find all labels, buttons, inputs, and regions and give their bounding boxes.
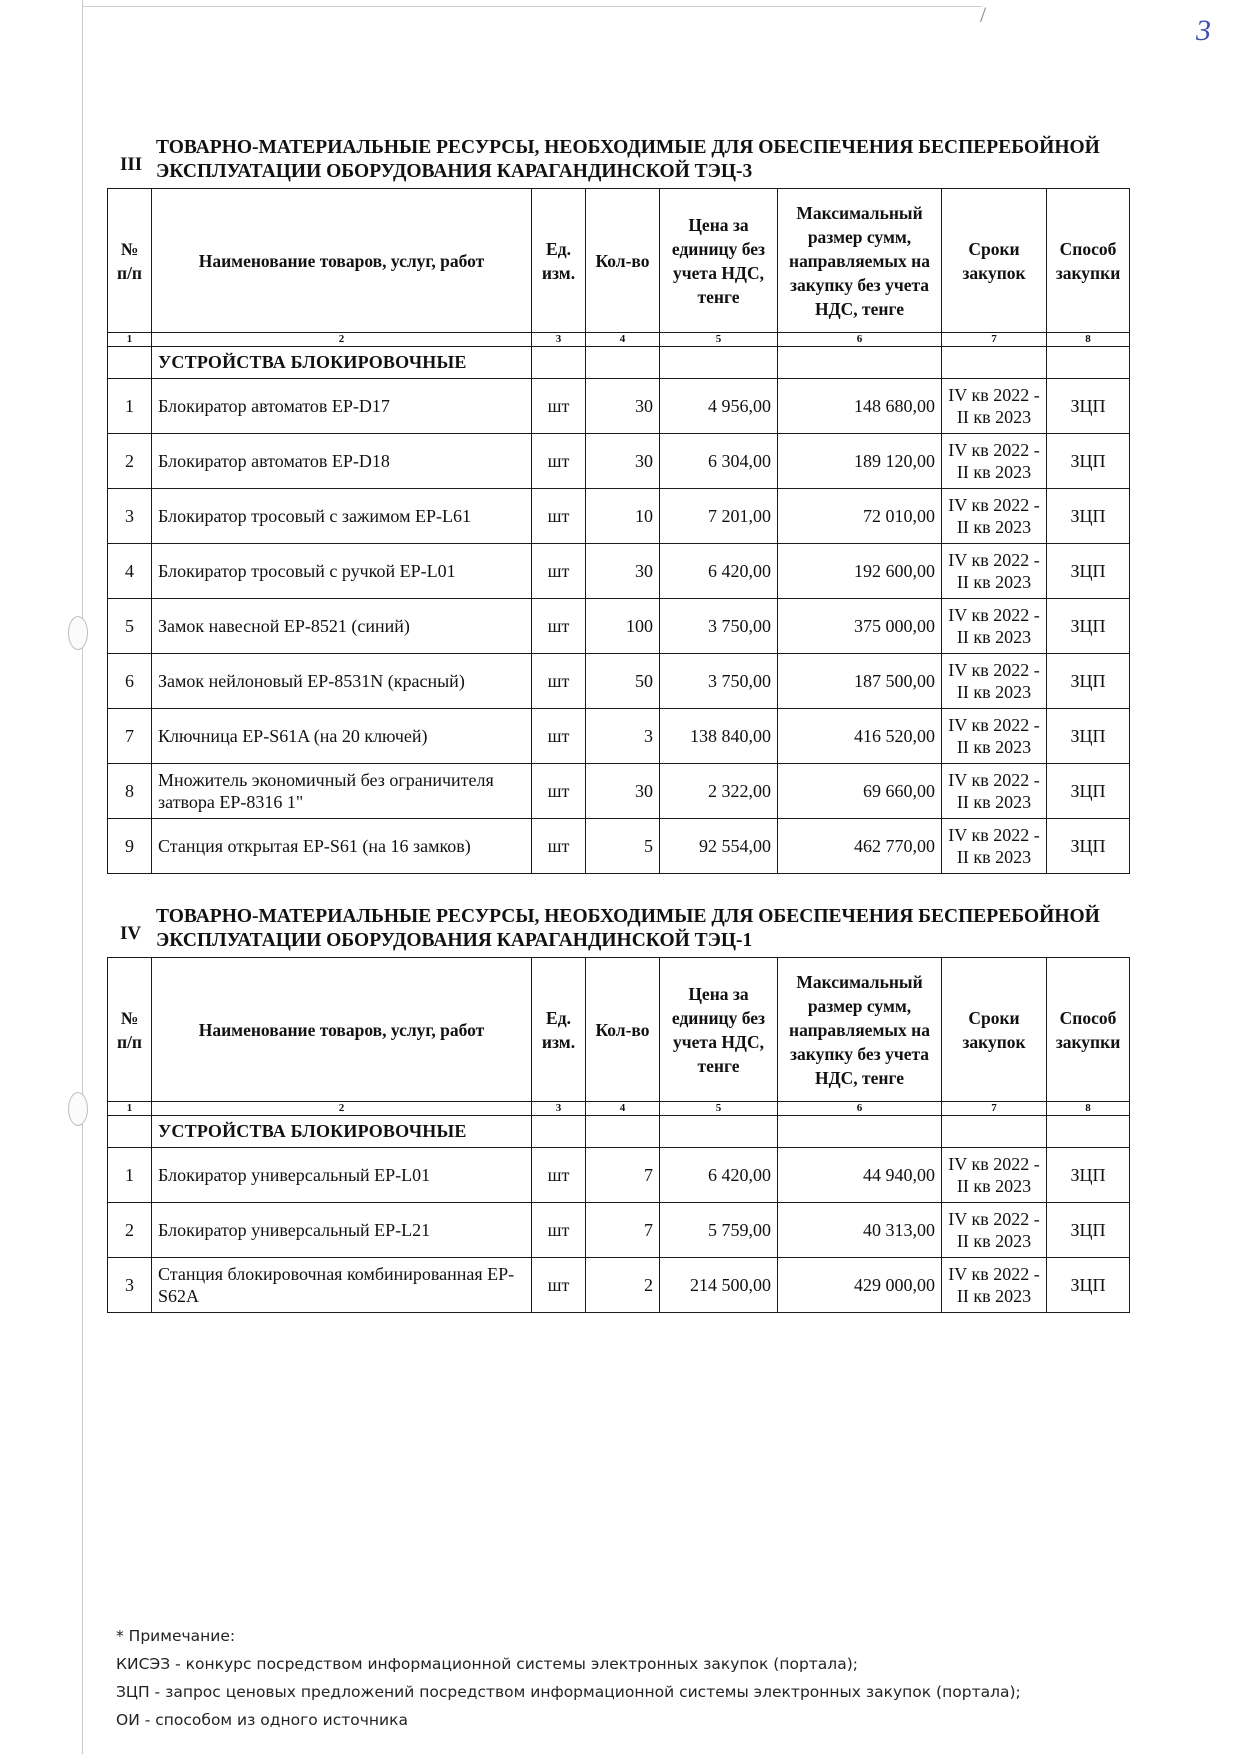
table-header-row bbox=[108, 189, 1130, 333]
row-number: 9 bbox=[108, 819, 152, 874]
row-number: 8 bbox=[108, 764, 152, 819]
item-period-end: II кв 2023 bbox=[956, 517, 1032, 537]
item-period-start: IV кв 2022 - bbox=[948, 495, 1040, 515]
item-price: 214 500,00 bbox=[660, 1258, 778, 1313]
item-period bbox=[942, 1148, 1047, 1203]
item-method: ЗЦП bbox=[1047, 489, 1130, 544]
item-period bbox=[942, 764, 1047, 819]
group-label: УСТРОЙСТВА БЛОКИРОВОЧНЫЕ bbox=[152, 347, 532, 379]
item-price: 6 304,00 bbox=[660, 434, 778, 489]
page-edge bbox=[82, 0, 83, 1754]
item-period-start: IV кв 2022 - bbox=[948, 550, 1040, 570]
group-label: УСТРОЙСТВА БЛОКИРОВОЧНЫЕ bbox=[152, 1116, 532, 1148]
header-unit: Ед. изм. bbox=[532, 958, 586, 1102]
header-qty: Кол-во bbox=[586, 189, 660, 333]
item-unit: шт bbox=[532, 489, 586, 544]
item-name: Блокиратор универсальный EP-L01 bbox=[152, 1148, 532, 1203]
column-number-row bbox=[108, 333, 1130, 347]
item-unit: шт bbox=[532, 434, 586, 489]
item-period-start: IV кв 2022 - bbox=[948, 440, 1040, 460]
table-row bbox=[108, 1203, 1130, 1258]
item-period-end: II кв 2023 bbox=[956, 462, 1032, 482]
header-price: Цена за единицу без учета НДС, тенге bbox=[660, 958, 778, 1102]
header-max-sum: Максимальный размер сумм, направляемых на закупку без учета НДС, тенге bbox=[778, 958, 942, 1102]
item-method: ЗЦП bbox=[1047, 544, 1130, 599]
item-unit: шт bbox=[532, 544, 586, 599]
punch-hole bbox=[68, 616, 88, 650]
section-3-title-line1: ТОВАРНО-МАТЕРИАЛЬНЫЕ РЕСУРСЫ, НЕОБХОДИМЫЕ ДЛЯ ОБЕСПЕЧЕНИЯ БЕСПЕРЕБОЙНОЙ bbox=[156, 137, 1100, 158]
column-number: 4 bbox=[586, 1102, 660, 1116]
item-name: Блокиратор универсальный EP-L21 bbox=[152, 1203, 532, 1258]
item-max-sum: 187 500,00 bbox=[778, 654, 942, 709]
table-row bbox=[108, 654, 1130, 709]
row-number: 2 bbox=[108, 1203, 152, 1258]
item-period-start: IV кв 2022 - bbox=[948, 715, 1040, 735]
item-unit: шт bbox=[532, 1258, 586, 1313]
item-period-end: II кв 2023 bbox=[956, 1176, 1032, 1196]
item-qty: 7 bbox=[586, 1148, 660, 1203]
header-name: Наименование товаров, услуг, работ bbox=[152, 189, 532, 333]
column-number: 6 bbox=[778, 1102, 942, 1116]
row-number: 1 bbox=[108, 1148, 152, 1203]
item-method: ЗЦП bbox=[1047, 1258, 1130, 1313]
item-period-end: II кв 2023 bbox=[956, 627, 1032, 647]
item-method: ЗЦП bbox=[1047, 654, 1130, 709]
item-qty: 30 bbox=[586, 434, 660, 489]
item-name: Ключница EP-S61A (на 20 ключей) bbox=[152, 709, 532, 764]
table-header-row bbox=[108, 958, 1130, 1102]
column-number: 8 bbox=[1047, 333, 1130, 347]
row-number: 5 bbox=[108, 599, 152, 654]
row-number: 3 bbox=[108, 1258, 152, 1313]
item-max-sum: 72 010,00 bbox=[778, 489, 942, 544]
column-number: 5 bbox=[660, 333, 778, 347]
item-period bbox=[942, 599, 1047, 654]
item-qty: 5 bbox=[586, 819, 660, 874]
table-row bbox=[108, 544, 1130, 599]
table-row bbox=[108, 709, 1130, 764]
item-name: Блокиратор автоматов EP-D17 bbox=[152, 379, 532, 434]
column-number: 2 bbox=[152, 1102, 532, 1116]
header-period: Сроки закупок bbox=[942, 958, 1047, 1102]
item-price: 138 840,00 bbox=[660, 709, 778, 764]
item-period-end: II кв 2023 bbox=[956, 737, 1032, 757]
table-row bbox=[108, 489, 1130, 544]
item-name: Замок нейлоновый EP-8531N (красный) bbox=[152, 654, 532, 709]
item-qty: 50 bbox=[586, 654, 660, 709]
item-qty: 10 bbox=[586, 489, 660, 544]
item-price: 92 554,00 bbox=[660, 819, 778, 874]
item-period bbox=[942, 1203, 1047, 1258]
item-max-sum: 69 660,00 bbox=[778, 764, 942, 819]
item-unit: шт bbox=[532, 1148, 586, 1203]
item-period bbox=[942, 544, 1047, 599]
item-period bbox=[942, 819, 1047, 874]
column-number: 7 bbox=[942, 333, 1047, 347]
header-num: № п/п bbox=[108, 958, 152, 1102]
table-row bbox=[108, 379, 1130, 434]
item-method: ЗЦП bbox=[1047, 379, 1130, 434]
header-name: Наименование товаров, услуг, работ bbox=[152, 958, 532, 1102]
row-number: 3 bbox=[108, 489, 152, 544]
item-period-end: II кв 2023 bbox=[956, 792, 1032, 812]
procurement-table-section-4 bbox=[107, 957, 1130, 1313]
item-price: 3 750,00 bbox=[660, 654, 778, 709]
column-number: 4 bbox=[586, 333, 660, 347]
table-row bbox=[108, 764, 1130, 819]
item-qty: 30 bbox=[586, 379, 660, 434]
item-period-end: II кв 2023 bbox=[956, 1231, 1032, 1251]
page-number: 3 bbox=[1196, 14, 1211, 47]
item-name: Блокиратор автоматов EP-D18 bbox=[152, 434, 532, 489]
row-number: 2 bbox=[108, 434, 152, 489]
section-4-roman: IV bbox=[120, 923, 142, 944]
column-number: 1 bbox=[108, 1102, 152, 1116]
item-qty: 30 bbox=[586, 764, 660, 819]
item-unit: шт bbox=[532, 599, 586, 654]
item-name: Блокиратор тросовый с зажимом EP-L61 bbox=[152, 489, 532, 544]
item-qty: 2 bbox=[586, 1258, 660, 1313]
column-number: 7 bbox=[942, 1102, 1047, 1116]
item-period bbox=[942, 434, 1047, 489]
page-top-edge bbox=[82, 6, 982, 7]
header-num: № п/п bbox=[108, 189, 152, 333]
header-period: Сроки закупок bbox=[942, 189, 1047, 333]
item-price: 2 322,00 bbox=[660, 764, 778, 819]
footnotes bbox=[116, 1622, 1021, 1734]
column-number: 3 bbox=[532, 333, 586, 347]
pen-mark: / bbox=[980, 2, 987, 27]
item-name: Станция открытая EP-S61 (на 16 замков) bbox=[152, 819, 532, 874]
punch-hole bbox=[68, 1092, 88, 1126]
item-max-sum: 416 520,00 bbox=[778, 709, 942, 764]
item-period-start: IV кв 2022 - bbox=[948, 1209, 1040, 1229]
table-row bbox=[108, 1148, 1130, 1203]
item-period-start: IV кв 2022 - bbox=[948, 385, 1040, 405]
item-method: ЗЦП bbox=[1047, 434, 1130, 489]
header-unit: Ед. изм. bbox=[532, 189, 586, 333]
row-number: 7 bbox=[108, 709, 152, 764]
item-max-sum: 40 313,00 bbox=[778, 1203, 942, 1258]
item-qty: 100 bbox=[586, 599, 660, 654]
item-method: ЗЦП bbox=[1047, 709, 1130, 764]
column-number: 6 bbox=[778, 333, 942, 347]
item-max-sum: 462 770,00 bbox=[778, 819, 942, 874]
item-period-end: II кв 2023 bbox=[956, 847, 1032, 867]
header-qty: Кол-во bbox=[586, 958, 660, 1102]
section-4-title-line2: ЭКСПЛУАТАЦИИ ОБОРУДОВАНИЯ КАРАГАНДИНСКОЙ ТЭЦ-1 bbox=[156, 930, 753, 951]
section-3-roman: III bbox=[120, 154, 143, 175]
item-method: ЗЦП bbox=[1047, 764, 1130, 819]
group-row bbox=[108, 347, 1130, 379]
column-number: 5 bbox=[660, 1102, 778, 1116]
item-period-start: IV кв 2022 - bbox=[948, 605, 1040, 625]
column-number: 3 bbox=[532, 1102, 586, 1116]
item-method: ЗЦП bbox=[1047, 1148, 1130, 1203]
item-period-end: II кв 2023 bbox=[956, 682, 1032, 702]
item-period bbox=[942, 709, 1047, 764]
item-name: Блокиратор тросовый с ручкой EP-L01 bbox=[152, 544, 532, 599]
table-row bbox=[108, 599, 1130, 654]
item-period bbox=[942, 1258, 1047, 1313]
item-period-end: II кв 2023 bbox=[956, 407, 1032, 427]
item-name: Множитель экономичный без ограничителя затвора EP-8316 1" bbox=[152, 764, 532, 819]
item-unit: шт bbox=[532, 1203, 586, 1258]
column-number: 8 bbox=[1047, 1102, 1130, 1116]
header-max-sum: Максимальный размер сумм, направляемых на закупку без учета НДС, тенге bbox=[778, 189, 942, 333]
item-price: 4 956,00 bbox=[660, 379, 778, 434]
item-qty: 7 bbox=[586, 1203, 660, 1258]
table-row bbox=[108, 434, 1130, 489]
item-qty: 3 bbox=[586, 709, 660, 764]
header-method: Способ закупки bbox=[1047, 958, 1130, 1102]
note-title: * Примечание: bbox=[116, 1627, 236, 1645]
item-period-start: IV кв 2022 - bbox=[948, 660, 1040, 680]
section-4-title bbox=[156, 905, 1156, 953]
item-price: 6 420,00 bbox=[660, 544, 778, 599]
item-max-sum: 192 600,00 bbox=[778, 544, 942, 599]
group-row bbox=[108, 1116, 1130, 1148]
row-number: 1 bbox=[108, 379, 152, 434]
item-period bbox=[942, 654, 1047, 709]
item-period-start: IV кв 2022 - bbox=[948, 1154, 1040, 1174]
item-period-end: II кв 2023 bbox=[956, 1286, 1032, 1306]
note-zcp: ЗЦП - запрос ценовых предложений посредством информационной системы электронных закупок (портала); bbox=[116, 1683, 1021, 1701]
item-price: 7 201,00 bbox=[660, 489, 778, 544]
item-name: Станция блокировочная комбинированная EP-S62A bbox=[152, 1258, 532, 1313]
item-price: 5 759,00 bbox=[660, 1203, 778, 1258]
item-max-sum: 189 120,00 bbox=[778, 434, 942, 489]
table-row bbox=[108, 1258, 1130, 1313]
section-4-title-line1: ТОВАРНО-МАТЕРИАЛЬНЫЕ РЕСУРСЫ, НЕОБХОДИМЫЕ ДЛЯ ОБЕСПЕЧЕНИЯ БЕСПЕРЕБОЙНОЙ bbox=[156, 906, 1100, 927]
item-period-end: II кв 2023 bbox=[956, 572, 1032, 592]
item-unit: шт bbox=[532, 654, 586, 709]
item-period bbox=[942, 379, 1047, 434]
section-3-title-line2: ЭКСПЛУАТАЦИИ ОБОРУДОВАНИЯ КАРАГАНДИНСКОЙ ТЭЦ-3 bbox=[156, 161, 753, 182]
note-oi: ОИ - способом из одного источника bbox=[116, 1711, 408, 1729]
column-number: 1 bbox=[108, 333, 152, 347]
note-kisez: КИСЭЗ - конкурс посредством информационной системы электронных закупок (портала); bbox=[116, 1655, 858, 1673]
item-max-sum: 375 000,00 bbox=[778, 599, 942, 654]
item-qty: 30 bbox=[586, 544, 660, 599]
item-price: 3 750,00 bbox=[660, 599, 778, 654]
row-number: 6 bbox=[108, 654, 152, 709]
item-method: ЗЦП bbox=[1047, 599, 1130, 654]
item-unit: шт bbox=[532, 819, 586, 874]
header-price: Цена за единицу без учета НДС, тенге bbox=[660, 189, 778, 333]
item-price: 6 420,00 bbox=[660, 1148, 778, 1203]
item-method: ЗЦП bbox=[1047, 819, 1130, 874]
column-number-row bbox=[108, 1102, 1130, 1116]
item-method: ЗЦП bbox=[1047, 1203, 1130, 1258]
procurement-table-section-3 bbox=[107, 188, 1130, 874]
item-period-start: IV кв 2022 - bbox=[948, 770, 1040, 790]
row-number: 4 bbox=[108, 544, 152, 599]
header-method: Способ закупки bbox=[1047, 189, 1130, 333]
item-period bbox=[942, 489, 1047, 544]
item-unit: шт bbox=[532, 709, 586, 764]
item-max-sum: 429 000,00 bbox=[778, 1258, 942, 1313]
item-name: Замок навесной EP-8521 (синий) bbox=[152, 599, 532, 654]
table-row bbox=[108, 819, 1130, 874]
item-unit: шт bbox=[532, 764, 586, 819]
item-period-start: IV кв 2022 - bbox=[948, 825, 1040, 845]
column-number: 2 bbox=[152, 333, 532, 347]
item-max-sum: 148 680,00 bbox=[778, 379, 942, 434]
item-period-start: IV кв 2022 - bbox=[948, 1264, 1040, 1284]
item-max-sum: 44 940,00 bbox=[778, 1148, 942, 1203]
section-3-title bbox=[156, 136, 1156, 184]
item-unit: шт bbox=[532, 379, 586, 434]
